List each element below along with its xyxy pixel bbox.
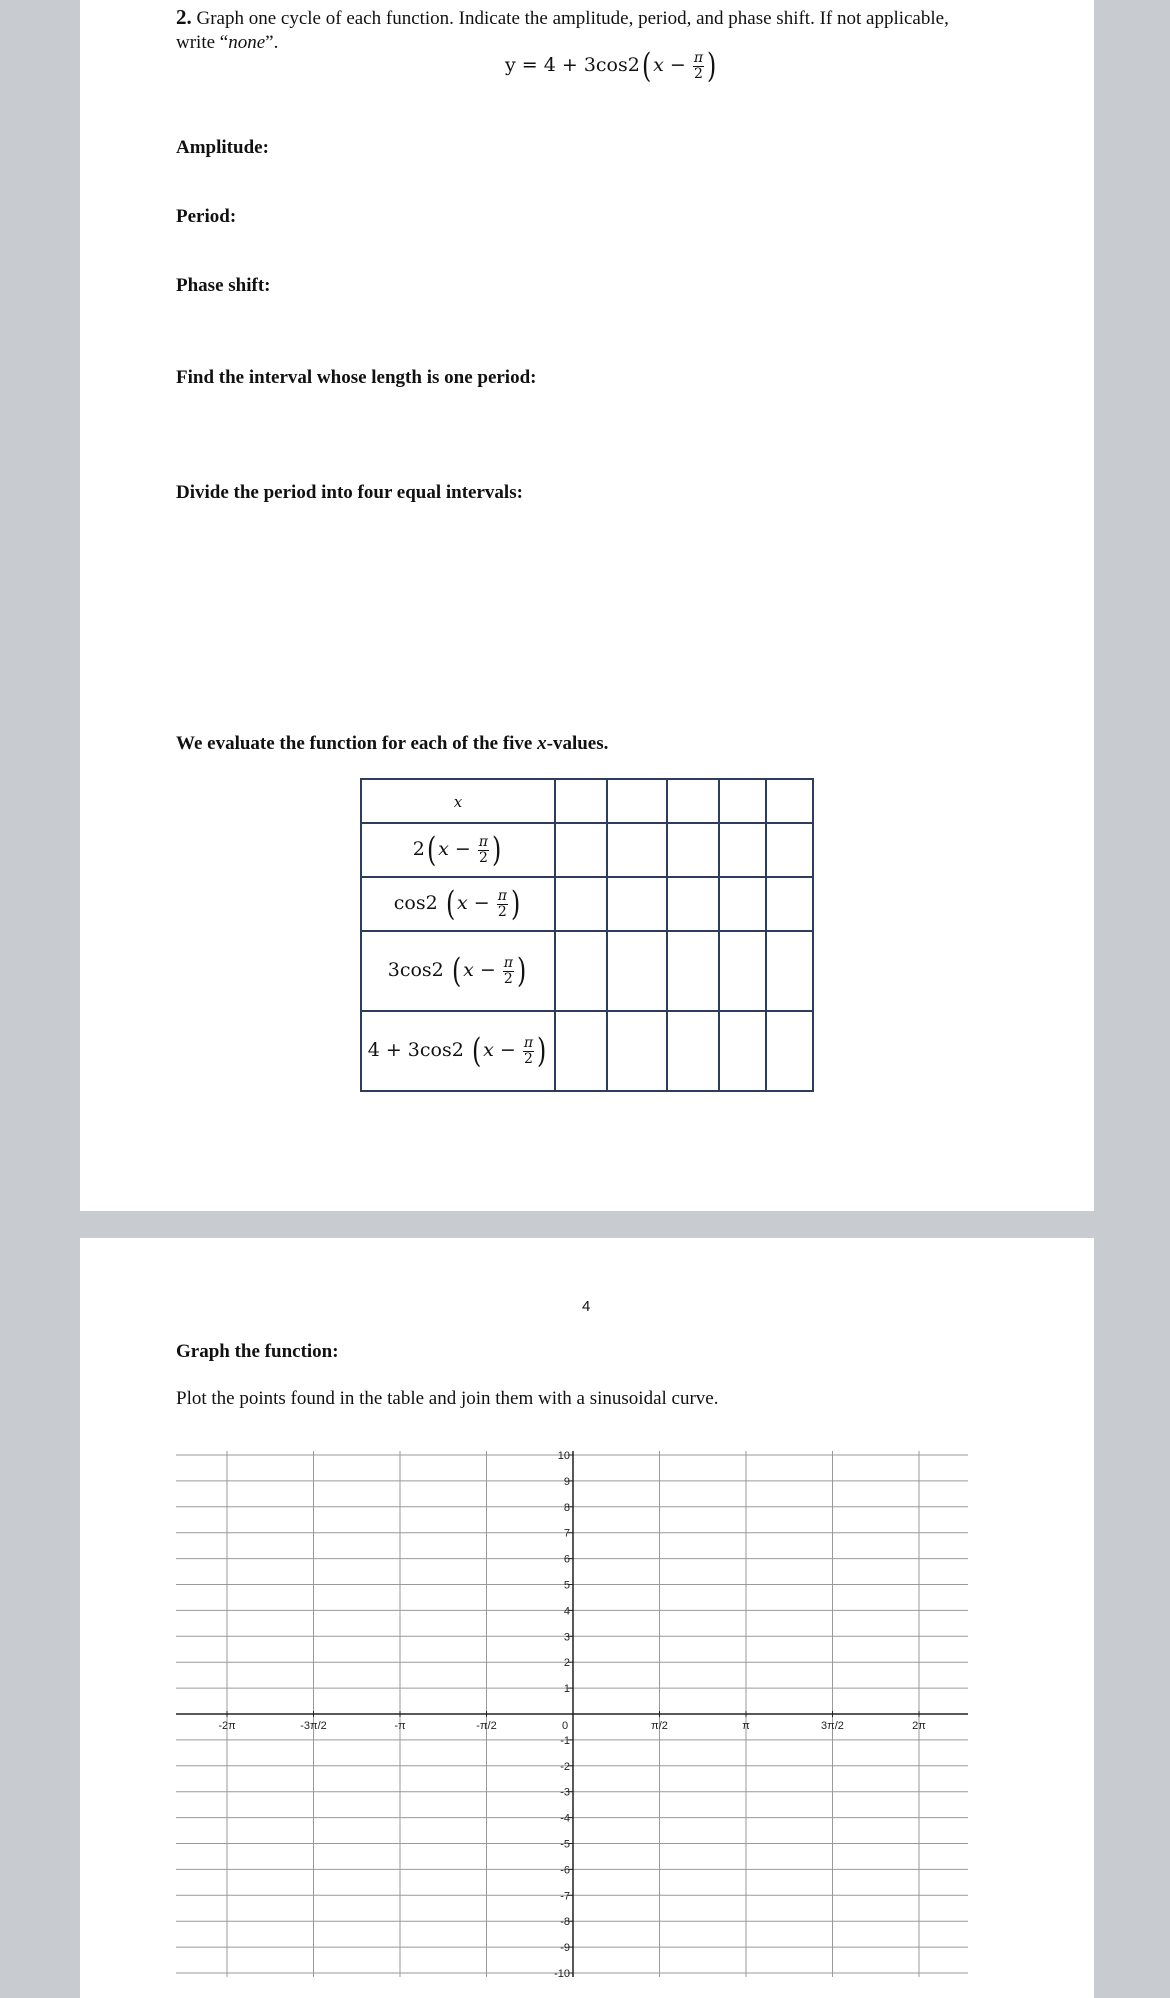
evaluate-text-a: We evaluate the function for each of the five	[176, 733, 538, 754]
row-3-minus: −	[473, 959, 502, 981]
table-cell[interactable]	[719, 877, 766, 931]
y-tick-label: 8	[563, 1501, 570, 1514]
table-cell[interactable]	[607, 779, 667, 823]
row-1-prefix: 2	[412, 838, 425, 860]
table-cell[interactable]	[607, 823, 667, 877]
table-cell[interactable]	[719, 823, 766, 877]
page-number: 4	[582, 1298, 591, 1315]
y-tick-label: 7	[563, 1527, 570, 1540]
x-tick-label: -2π	[218, 1720, 236, 1732]
table-cell[interactable]	[667, 1011, 719, 1091]
y-tick-label: 6	[563, 1553, 570, 1566]
table-cell[interactable]	[607, 877, 667, 931]
interval-label: Find the interval whose length is one period:	[176, 367, 537, 388]
table-cell[interactable]	[719, 779, 766, 823]
x-tick-label: 2π	[912, 1720, 926, 1732]
instruction-none: none	[228, 32, 266, 53]
table-row	[361, 877, 813, 931]
table-header-cell: 3cos2 ( x − $\frac{\pi}{2}$ )	[361, 931, 555, 1011]
y-tick-label: 4	[563, 1605, 570, 1618]
instruction-line-2c: ”.	[265, 32, 279, 53]
row-2-frac-den: 2	[497, 903, 507, 920]
table-cell[interactable]	[719, 931, 766, 1011]
table-cell[interactable]	[607, 931, 667, 1011]
row-1-frac-den: 2	[478, 849, 488, 866]
y-tick-label: -8	[560, 1916, 570, 1929]
y-tick-label: 2	[563, 1657, 570, 1670]
row-4-prefix: 4 + 3cos2	[367, 1039, 464, 1061]
worksheet-page-2	[80, 1238, 1094, 1998]
table-cell[interactable]	[607, 1011, 667, 1091]
row-2-var: x	[457, 892, 468, 914]
table-cell[interactable]	[555, 877, 607, 931]
row-2-frac-num: π	[497, 887, 507, 904]
table-cell[interactable]	[667, 877, 719, 931]
table-cell[interactable]	[719, 1011, 766, 1091]
table-row	[361, 823, 813, 877]
table-row	[361, 1011, 813, 1091]
y-tick-label: 9	[563, 1475, 570, 1488]
x-tick-label: 3π/2	[821, 1720, 844, 1732]
graph-label: Graph the function:	[176, 1341, 339, 1362]
problem-instruction	[176, 5, 1056, 55]
instruction-line-1: Graph one cycle of each function. Indicate the amplitude, period, and phase shift. If not applicable,	[196, 8, 949, 29]
y-tick-label: -6	[560, 1864, 570, 1877]
row-3-frac-den: 2	[503, 970, 513, 987]
table-header-cell	[361, 779, 555, 823]
y-tick-label: -5	[560, 1838, 570, 1851]
equation-frac-den: 2	[693, 65, 703, 82]
table-cell[interactable]	[555, 779, 607, 823]
table-cell[interactable]	[667, 931, 719, 1011]
instruction-line-2a: write “	[176, 32, 229, 53]
y-tick-label: -3	[560, 1786, 570, 1799]
equation-frac-num: π	[693, 49, 704, 66]
coordinate-grid[interactable]	[80, 1238, 1094, 1998]
row-2-minus: −	[467, 892, 496, 914]
y-tick-label: -1	[560, 1734, 570, 1747]
row-1-frac-num: π	[478, 833, 488, 850]
row-2-prefix: cos2	[393, 892, 438, 914]
table-cell[interactable]	[555, 823, 607, 877]
row-3-var: x	[463, 959, 474, 981]
table-cell[interactable]	[766, 1011, 813, 1091]
row-0-var: x	[453, 793, 463, 811]
table-cell[interactable]	[766, 823, 813, 877]
graph-instruction: Plot the points found in the table and join them with a sinusoidal curve.	[176, 1388, 719, 1409]
row-3-frac-num: π	[503, 954, 513, 971]
y-tick-label: -10	[554, 1968, 570, 1980]
y-tick-label: -2	[560, 1760, 570, 1773]
table-row	[361, 779, 813, 823]
worksheet-page-1	[80, 0, 1094, 1211]
row-4-minus: −	[493, 1039, 522, 1061]
equation-var: x	[653, 54, 664, 76]
row-3-prefix: 3cos2	[387, 959, 444, 981]
table-cell[interactable]	[667, 779, 719, 823]
y-tick-label: -4	[560, 1812, 570, 1825]
evaluate-var: x	[537, 733, 547, 754]
y-tick-label: -7	[560, 1890, 570, 1903]
y-tick-label: 3	[563, 1631, 570, 1644]
x-tick-label: -π	[394, 1720, 406, 1732]
amplitude-label: Amplitude:	[176, 137, 269, 158]
table-header-cell: cos2 ( x − $\frac{\pi}{2}$ )	[361, 877, 555, 931]
problem-number: 2.	[176, 5, 192, 29]
x-tick-label: -3π/2	[300, 1720, 327, 1732]
phase-shift-label: Phase shift:	[176, 275, 271, 296]
table-cell[interactable]	[766, 779, 813, 823]
period-label: Period:	[176, 206, 237, 227]
row-1-var: x	[438, 838, 449, 860]
row-4-frac-num: π	[523, 1034, 534, 1051]
table-cell[interactable]	[766, 931, 813, 1011]
y-tick-label: -9	[560, 1942, 570, 1955]
x-tick-label: π/2	[651, 1720, 668, 1732]
evaluate-label	[176, 733, 608, 755]
main-equation: y = 4 + 3cos2( x − $\frac{\pi}{2}$ )	[505, 46, 717, 86]
table-header-cell: 4 + 3cos2 ( x − $\frac{\pi}{2}$ )	[361, 1011, 555, 1091]
y-tick-label: 10	[557, 1450, 570, 1462]
table-cell[interactable]	[667, 823, 719, 877]
table-cell[interactable]	[766, 877, 813, 931]
equation-minus: −	[663, 54, 692, 76]
evaluate-text-b: -values.	[546, 733, 609, 754]
table-row	[361, 931, 813, 1011]
table-cell[interactable]	[555, 931, 607, 1011]
x-tick-label: π	[742, 1720, 750, 1732]
values-table	[360, 778, 814, 1092]
equation-fraction	[693, 51, 704, 82]
row-4-frac-den: 2	[523, 1050, 533, 1067]
row-4-var: x	[483, 1039, 494, 1061]
x-tick-label: -π/2	[476, 1720, 497, 1732]
x-tick-label: 0	[561, 1720, 569, 1732]
y-tick-label: 1	[563, 1683, 570, 1696]
y-tick-label: 5	[563, 1579, 570, 1592]
divide-label: Divide the period into four equal intervals:	[176, 482, 523, 503]
table-header-cell: 2( x − $\frac{\pi}{2}$ )	[361, 823, 555, 877]
equation-lhs: y = 4 + 3cos2	[505, 54, 640, 76]
table-cell[interactable]	[555, 1011, 607, 1091]
row-1-minus: −	[448, 838, 477, 860]
